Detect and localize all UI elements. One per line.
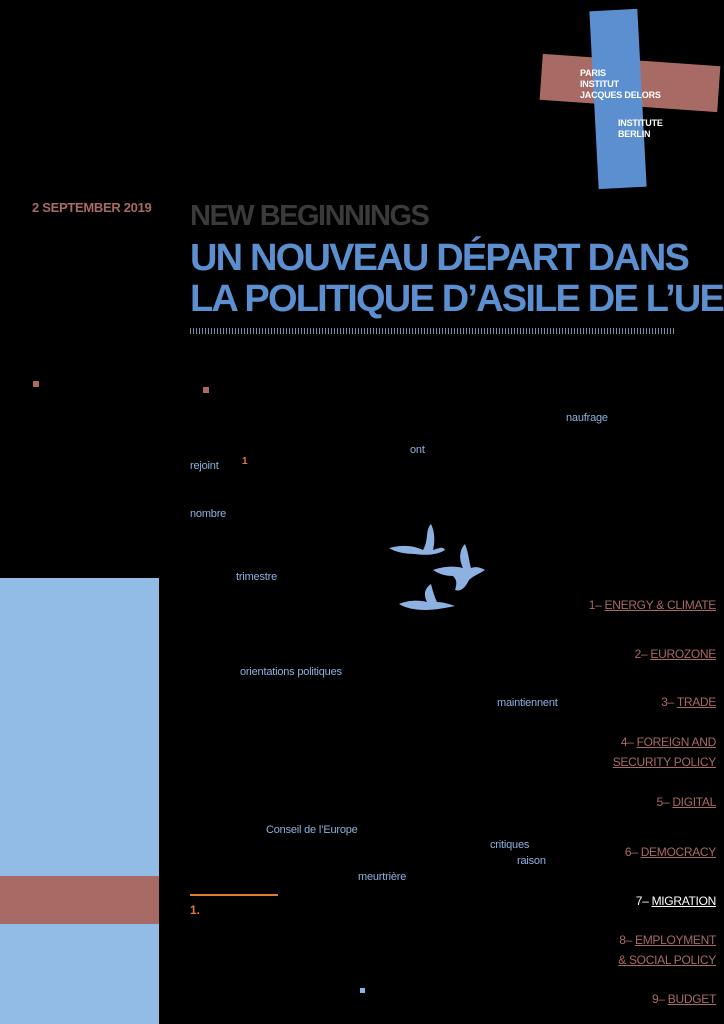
logo-text-paris: PARIS INSTITUT JACQUES DELORS [580,68,661,100]
word-meurtriere: meurtrière [358,871,407,883]
page-title [190,238,723,320]
nav-item-energy-climate[interactable]: 1– ENERGY & CLIMATE [588,598,716,612]
sidebar-bullet [33,381,39,387]
word-nombre: nombre [190,508,227,520]
word-ont: ont [410,444,425,456]
birds-illustration [385,520,495,620]
footnote-divider [190,894,278,896]
word-orientations: orientations politiques [240,666,342,678]
nav-item-democracy[interactable]: 6– DEMOCRACY [624,845,716,859]
nav-active-highlight [0,876,159,924]
word-conseil: Conseil de l’Europe [266,824,358,836]
footnote-number: 1. [190,903,201,917]
word-naufrage: naufrage [566,412,608,424]
word-raison: raison [517,855,546,867]
chapter-nav [0,578,159,1024]
footnote-ref[interactable]: 1 [242,456,248,467]
title-line-2: LA POLITIQUE D’ASILE DE L’UE [190,278,724,320]
nav-item-eurozone[interactable]: 2– EUROZONE [634,647,716,661]
body-bullet [203,387,209,393]
nav-item-budget[interactable]: 9– BUDGET [651,992,716,1006]
bird-icon [399,584,455,610]
nav-item-foreign-security-policy[interactable]: 4– FOREIGN AND SECURITY POLICY [612,735,716,769]
nav-item-trade[interactable]: 3– TRADE [661,695,716,709]
nav-item-digital[interactable]: 5– DIGITAL [656,795,716,809]
word-maintiennent: maintiennent [497,697,558,709]
title-line-1: UN NOUVEAU DÉPART DANS [190,237,689,279]
nav-item-employment-social-policy[interactable]: 8– EMPLOYMENT & SOCIAL POLICY [618,933,716,967]
word-critiques: critiques [490,839,530,851]
series-kicker: NEW BEGINNINGS [190,200,429,232]
title-divider [190,328,674,334]
word-rejoint: rejoint [190,460,219,472]
nav-item-migration[interactable]: 7– MIGRATION [635,894,716,908]
bird-icon [389,524,445,555]
page-marker [360,988,365,993]
publication-date: 2 SEPTEMBER 2019 [32,200,152,215]
logo-text-berlin: INSTITUTE BERLIN [618,118,663,139]
word-trimestre: trimestre [236,571,277,583]
